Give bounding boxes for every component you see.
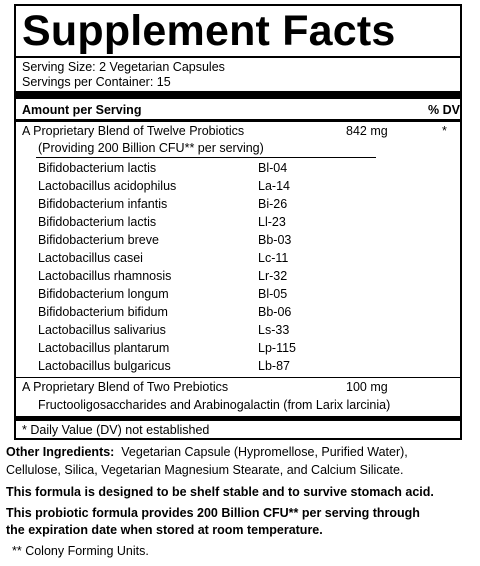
- title-rule: [16, 56, 460, 58]
- strain-code: Ls-33: [258, 323, 290, 337]
- footnote: ** Colony Forming Units.: [12, 544, 149, 558]
- list-item: [38, 231, 338, 249]
- strain-name: Lactobacillus bulgaricus: [38, 359, 171, 373]
- strain-code: Bi-26: [258, 197, 288, 211]
- statement-cfu-line1: This probiotic formula provides 200 Billion CFU** per serving through: [6, 506, 420, 520]
- strain-name: Lactobacillus salivarius: [38, 323, 166, 337]
- list-item: [38, 357, 338, 375]
- footer-thick-rule: [16, 416, 460, 421]
- list-item: [38, 195, 338, 213]
- strain-name: Bifidobacterium breve: [38, 233, 159, 247]
- supplement-facts-panel: [14, 4, 462, 440]
- blend2-amount: 100 mg: [346, 380, 388, 394]
- strain-code: Lp-115: [258, 341, 296, 355]
- list-item: [38, 249, 338, 267]
- blend1-note: (Providing 200 Billion CFU** per serving): [38, 141, 264, 155]
- blend1-amount: 842 mg: [346, 124, 388, 138]
- thick-rule: [16, 91, 460, 99]
- strain-name: Lactobacillus plantarum: [38, 341, 170, 355]
- strain-code: Lc-11: [258, 251, 289, 265]
- list-item: [38, 339, 338, 357]
- list-item: [38, 321, 338, 339]
- list-item: [38, 303, 338, 321]
- statement-shelf-stable: This formula is designed to be shelf stable and to survive stomach acid.: [6, 485, 434, 499]
- blend1-dv: *: [442, 124, 447, 138]
- strain-name: Lactobacillus casei: [38, 251, 143, 265]
- strain-code: Ll-23: [258, 215, 286, 229]
- strain-code: Lr-32: [258, 269, 288, 283]
- other-ingredients-line2: Cellulose, Silica, Vegetarian Magnesium Stearate, and Calcium Silicate.: [6, 463, 404, 477]
- strain-code: Bl-05: [258, 287, 288, 301]
- other-ingredients-label: Other Ingredients:: [6, 445, 115, 459]
- blend2-name: A Proprietary Blend of Two Prebiotics: [22, 380, 229, 394]
- strain-name: Bifidobacterium bifidum: [38, 305, 168, 319]
- list-item: [38, 213, 338, 231]
- servings-per-container: Servings per Container: 15: [22, 75, 171, 89]
- strain-name: Bifidobacterium lactis: [38, 215, 157, 229]
- blend2-rule: [16, 377, 460, 378]
- panel-title: Supplement Facts: [22, 7, 396, 55]
- strain-code: Bb-03: [258, 233, 292, 247]
- blend1-name: A Proprietary Blend of Twelve Probiotics: [22, 124, 245, 138]
- list-item: [38, 177, 338, 195]
- blend2-note: Fructooligosaccharides and Arabinogalactin (from Larix larcinia): [38, 398, 391, 412]
- strain-code: Bl-04: [258, 161, 288, 175]
- strain-name: Lactobacillus acidophilus: [38, 179, 177, 193]
- dv-note: * Daily Value (DV) not established: [22, 423, 210, 437]
- list-item: [38, 285, 338, 303]
- list-item: [38, 267, 338, 285]
- strain-name: Bifidobacterium infantis: [38, 197, 168, 211]
- serving-size: Serving Size: 2 Vegetarian Capsules: [22, 60, 225, 74]
- other-ingredients: [6, 444, 476, 461]
- strain-code: Lb-87: [258, 359, 290, 373]
- strain-name: Bifidobacterium longum: [38, 287, 169, 301]
- dv-header: % DV: [428, 103, 460, 117]
- other-ingredients-line1: Vegetarian Capsule (Hypromellose, Purified Water),: [114, 445, 408, 459]
- strain-list-top-rule: [36, 157, 376, 158]
- strain-code: La-14: [258, 179, 290, 193]
- strain-code: Bb-06: [258, 305, 292, 319]
- strain-name: Bifidobacterium lactis: [38, 161, 157, 175]
- strain-name: Lactobacillus rhamnosis: [38, 269, 172, 283]
- header-rule: [16, 119, 460, 122]
- statement-cfu-line2: the expiration date when stored at room temperature.: [6, 523, 323, 537]
- list-item: [38, 159, 338, 177]
- amount-header: Amount per Serving: [22, 103, 142, 117]
